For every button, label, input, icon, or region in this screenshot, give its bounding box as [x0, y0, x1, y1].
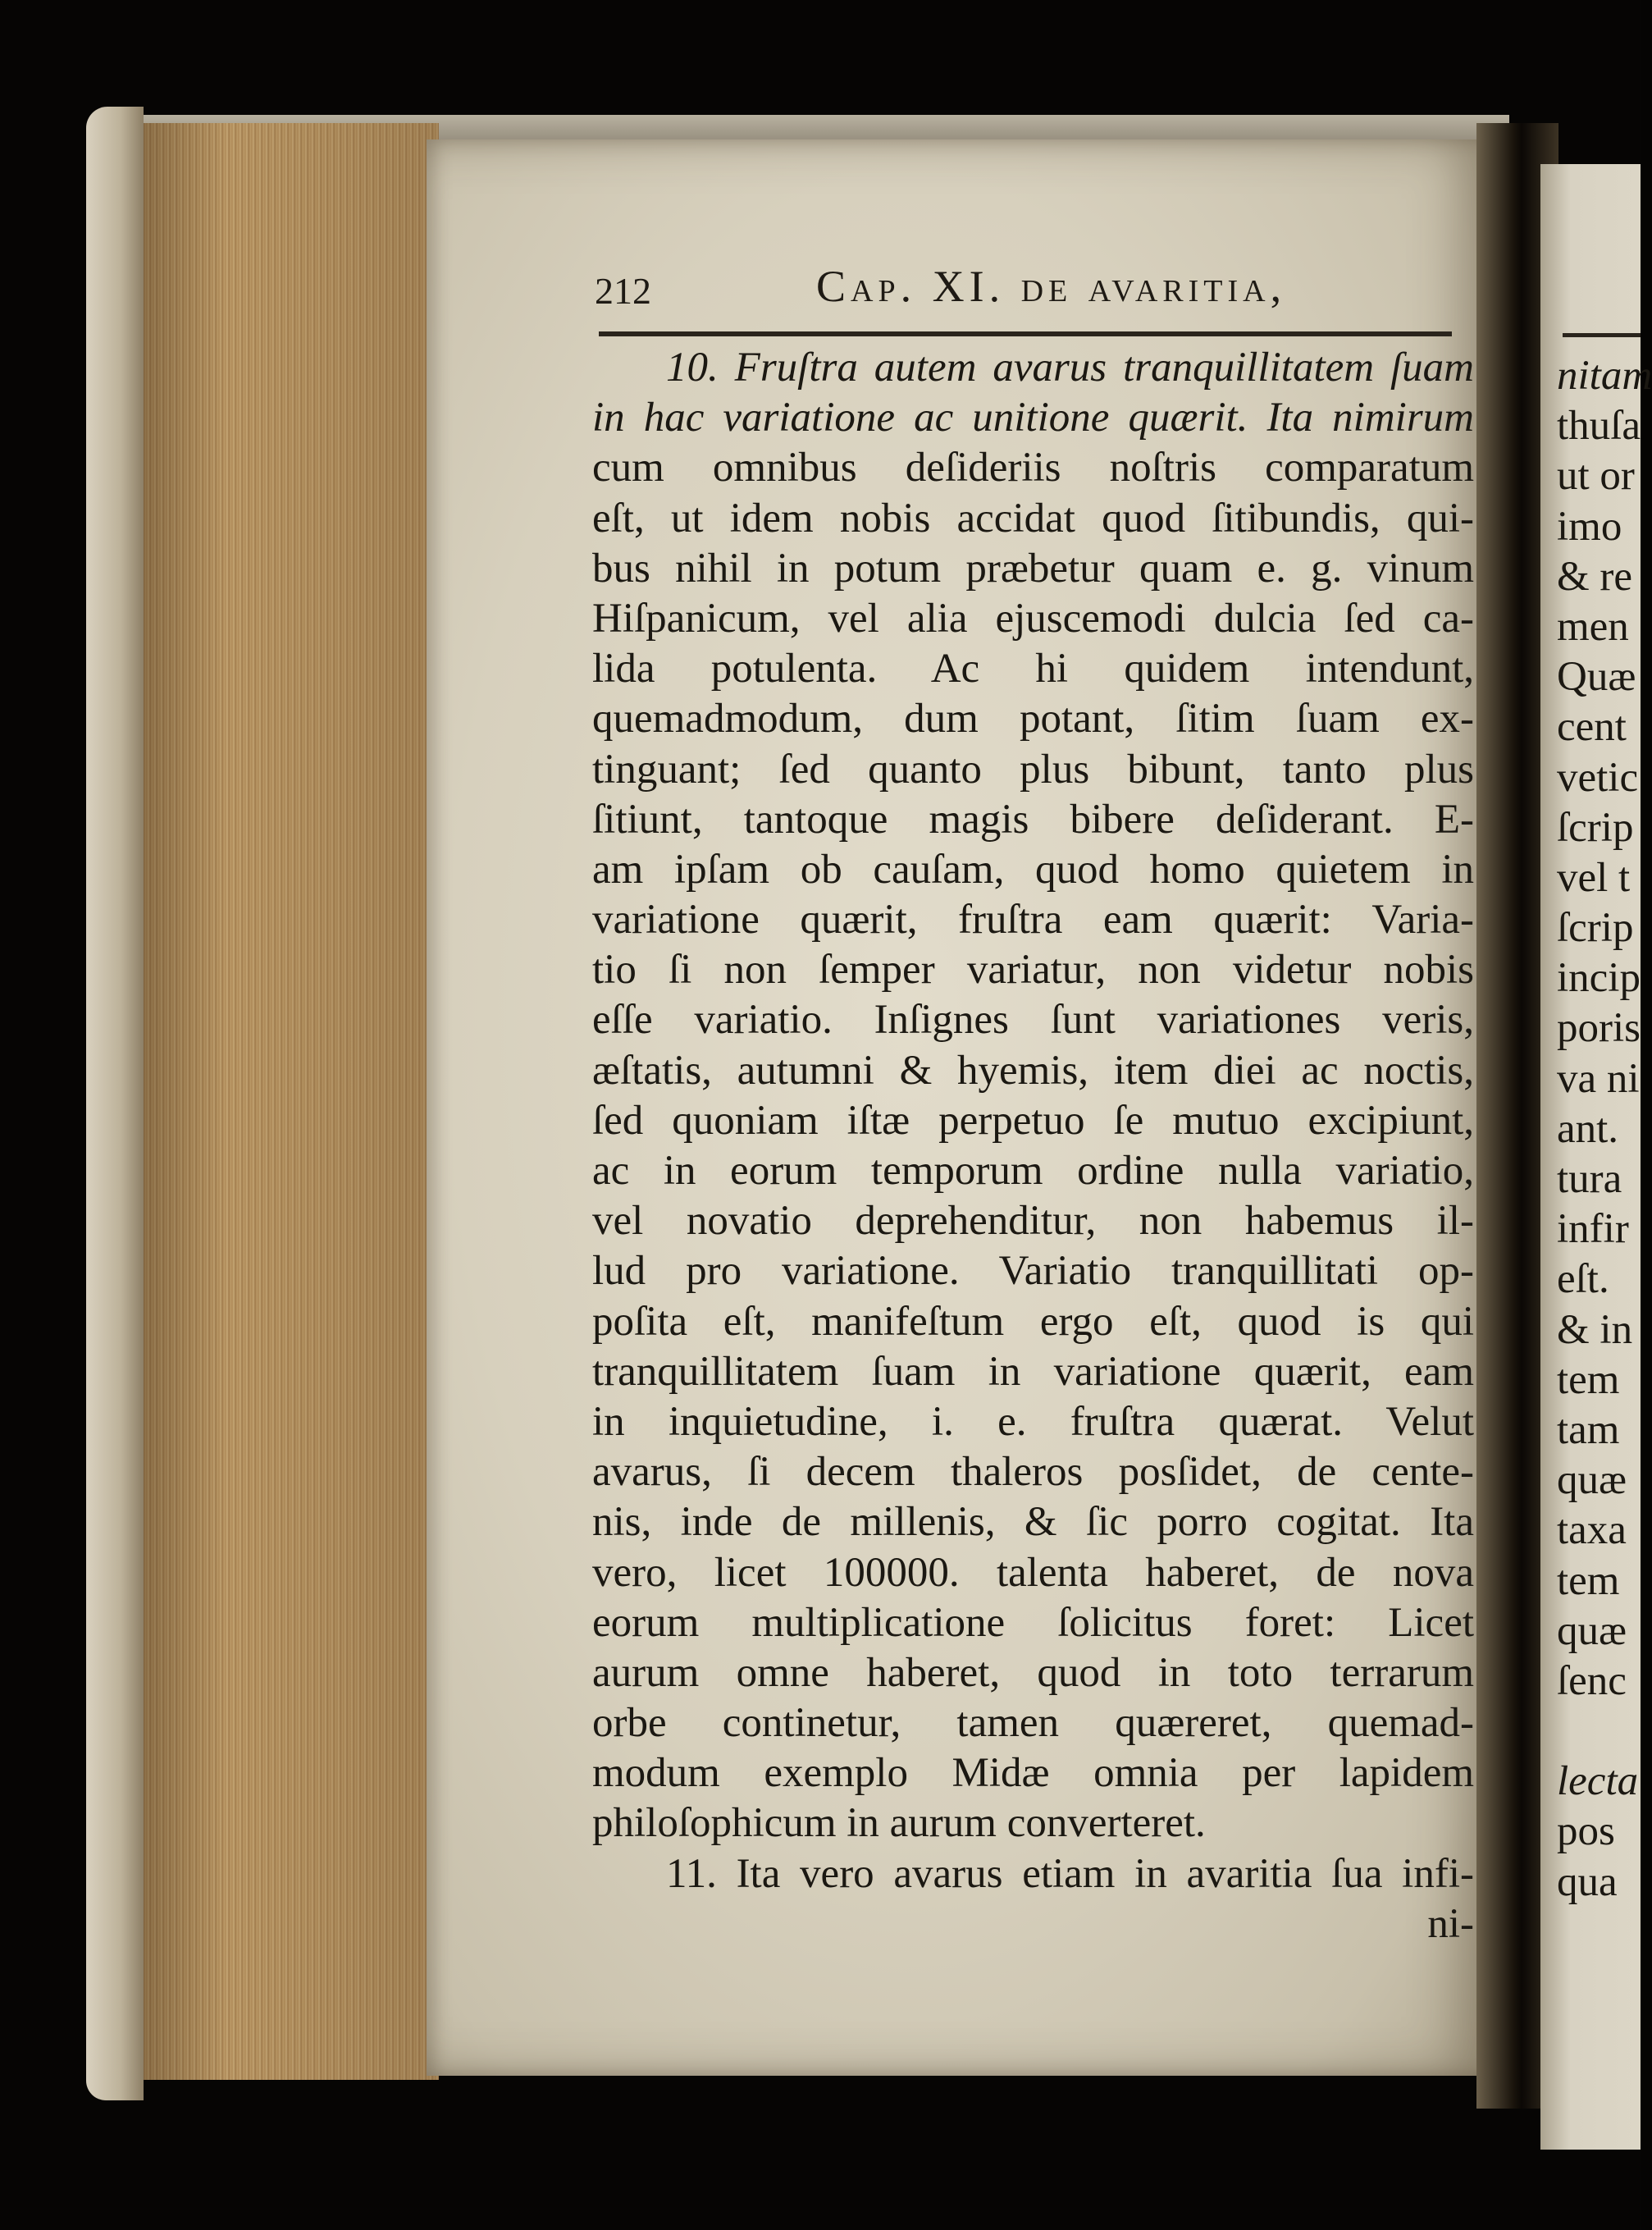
right-page-line: tem	[1557, 1356, 1620, 1403]
right-page-line: infir	[1557, 1206, 1629, 1253]
right-page-line: eſt.	[1557, 1256, 1609, 1303]
right-page-line: taxa	[1557, 1507, 1627, 1554]
text-line: modum exemplo Midæ omnia per lapidem	[592, 1750, 1474, 1797]
running-head: Cap. XI. de avaritia,	[816, 262, 1287, 311]
text-line: ſed quoniam iſtæ perpetuo ſe mutuo excipiunt,	[592, 1097, 1474, 1144]
right-page-line: men	[1557, 603, 1629, 650]
text-line: 11. Ita vero avarus etiam in avaritia ſua infi-	[666, 1850, 1474, 1897]
right-page-line: cent	[1557, 704, 1627, 751]
text-line: cum omnibus deſideriis noſtris comparatum	[592, 445, 1474, 491]
text-line: poſita eſt, manifeſtum ergo eſt, quod is qui	[592, 1298, 1474, 1345]
right-page-line: ſenc	[1557, 1657, 1627, 1704]
right-page-line: ſcrip	[1557, 905, 1634, 952]
right-page-line: quæ	[1557, 1457, 1627, 1504]
right-page-line: ut or	[1557, 453, 1635, 500]
page-number: 212	[595, 270, 651, 312]
right-page-line: ſcrip	[1557, 804, 1634, 851]
right-page-line: tam	[1557, 1406, 1620, 1453]
right-page-line: vel t	[1557, 854, 1631, 901]
right-page-line: va ni	[1557, 1055, 1640, 1102]
right-page-line: imo	[1557, 503, 1622, 550]
text-line: in inquietudine, i. e. fruſtra quærat. Velut	[592, 1398, 1474, 1445]
right-page-header-rule	[1563, 333, 1641, 337]
right-page-line: tura	[1557, 1156, 1622, 1202]
text-line: nis, inde de millenis, & ſic porro cogitat. Ita	[592, 1499, 1474, 1546]
right-page-line: quæ	[1557, 1607, 1627, 1654]
right-page-line: Quæ	[1557, 654, 1636, 701]
text-line: avarus, ſi decem thaleros posſidet, de cente-	[592, 1449, 1474, 1496]
page-header	[595, 261, 1448, 327]
text-line: tio ſi non ſemper variatur, non videtur nobis	[592, 947, 1474, 994]
right-page-text-block	[1557, 351, 1652, 1908]
text-line: vel novatio deprehenditur, non habemus il-	[592, 1198, 1474, 1245]
text-line: orbe continetur, tamen quæreret, quemad-	[592, 1700, 1474, 1747]
text-line: philoſophicum in aurum converteret.	[592, 1800, 1206, 1847]
text-line: variatione quærit, fruſtra eam quærit: Varia-	[592, 897, 1474, 944]
text-line: ni-	[1427, 1900, 1474, 1947]
right-page-line: thuſa	[1557, 403, 1641, 450]
right-page-line: poris	[1557, 1005, 1641, 1052]
right-page-line: pos	[1557, 1808, 1615, 1855]
right-page-line: lecta	[1557, 1758, 1639, 1805]
text-line: quemadmodum, dum potant, ſitim ſuam ex-	[592, 696, 1474, 743]
text-line: in hac variatione ac unitione quærit. Ita nimirum	[592, 395, 1474, 441]
text-line: eſt, ut idem nobis accidat quod ſitibundis, qui-	[592, 495, 1474, 542]
text-line: tinguant; ſed quanto plus bibunt, tanto plus	[592, 746, 1474, 793]
right-page-line: ant.	[1557, 1105, 1619, 1152]
text-line: eorum multiplicatione ſolicitus foret: Licet	[592, 1599, 1474, 1646]
right-page-line	[1557, 1707, 1641, 1757]
text-line: lida potulenta. Ac hi quidem intendunt,	[592, 646, 1474, 692]
text-line: aurum omne haberet, quod in toto terrarum	[592, 1649, 1474, 1696]
text-line: eſſe variatio. Inſignes ſunt variationes veris,	[592, 997, 1474, 1044]
text-line: am ipſam ob cauſam, quod homo quietem in	[592, 846, 1474, 893]
text-line: ac in eorum temporum ordine nulla variatio,	[592, 1148, 1474, 1194]
main-text-block	[592, 343, 1474, 1949]
right-page-line: nitam	[1557, 353, 1652, 399]
right-page-line: & in	[1557, 1306, 1633, 1353]
text-line: 10. Fruſtra autem avarus tranquillitatem ſuam	[666, 345, 1474, 391]
text-line: ſitiunt, tantoque magis bibere deſiderant. E-	[592, 796, 1474, 843]
text-line: lud pro variatione. Variatio tranquillitati op-	[592, 1248, 1474, 1295]
right-page-line: vetic	[1557, 754, 1639, 801]
text-line: bus nihil in potum præbetur quam e. g. vinum	[592, 545, 1474, 592]
right-page-line: qua	[1557, 1858, 1618, 1905]
right-page-line: tem	[1557, 1557, 1620, 1604]
text-line: Hiſpanicum, vel alia ejuscemodi dulcia ſed ca-	[592, 595, 1474, 642]
header-rule	[599, 331, 1452, 336]
right-page-line: & re	[1557, 553, 1633, 600]
book-cover-left-edge	[86, 107, 144, 2100]
text-line: æſtatis, autumni & hyemis, item diei ac noctis,	[592, 1047, 1474, 1094]
right-page-line: incip	[1557, 955, 1641, 1002]
text-line: vero, licet 100000. talenta haberet, de nova	[592, 1549, 1474, 1596]
text-line: tranquillitatem ſuam in variatione quærit, eam	[592, 1348, 1474, 1395]
